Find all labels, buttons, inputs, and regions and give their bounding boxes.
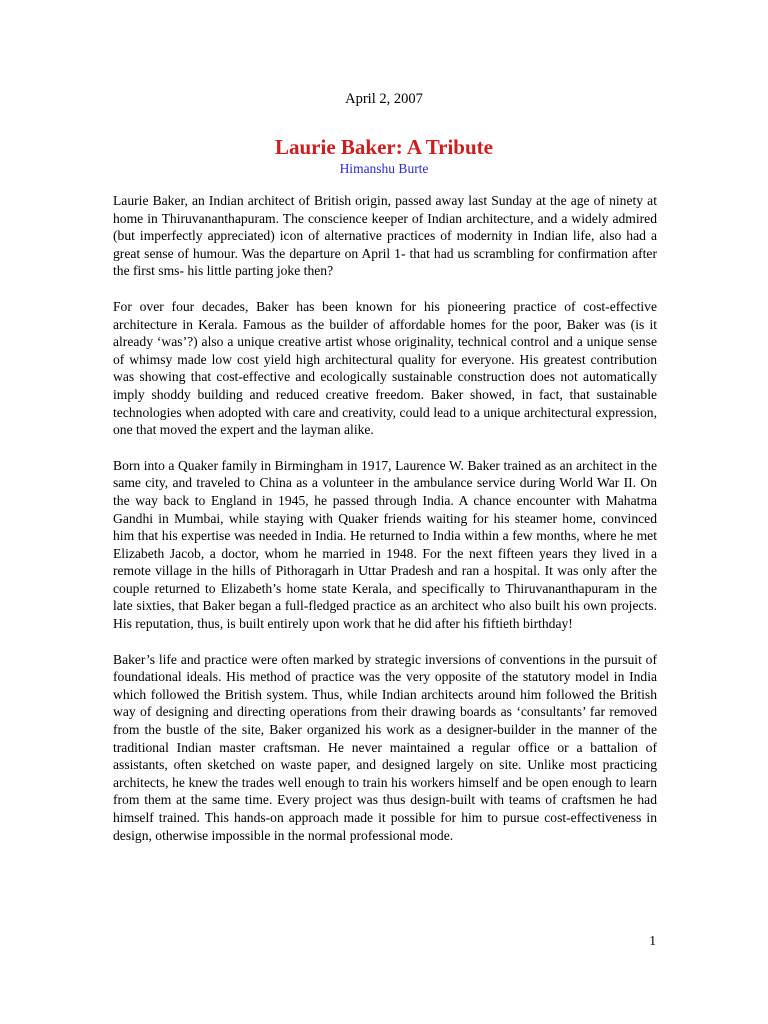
- document-title: Laurie Baker: A Tribute: [275, 135, 493, 159]
- document-body: [113, 192, 657, 862]
- page-number: 1: [649, 933, 656, 948]
- document-date: April 2, 2007: [345, 91, 423, 107]
- paragraph-intro: Laurie Baker, an Indian architect of British origin, passed away last Sunday at the age of ninety at home in Thiruvananthapuram. The conscience keeper of Indian architecture, and a widely admired (but imperfectly appreciated) icon of alternative practices of modernity in Indian life, also had a great sense of humour. Was the departure on April 1- that had us scrambling for confirmation after the first sms- his little parting joke then?: [113, 193, 657, 279]
- paragraph-practice: For over four decades, Baker has been known for his pioneering practice of cost-effective architecture in Kerala. Famous as the builder of affordable homes for the poor, Baker was (is it already ‘was’?) also a unique creative artist whose originality, technical control and a unique sense of whimsy made low cost yield high architectural quality for everyone. His greatest contribution was showing that cost-effective and ecologically sustainable construction does not automatically imply shoddy building and reduced creative freedom. Baker showed, in fact, that sustainable technologies when adopted with care and creativity, could lead to a unique architectural expression, one that moved the expert and the layman alike.: [113, 298, 657, 438]
- paragraph-biography: Born into a Quaker family in Birmingham in 1917, Laurence W. Baker trained as an architect in the same city, and traveled to China as a volunteer in the ambulance service during World War II. On the way back to England in 1945, he passed through India. A chance encounter with Mahatma Gandhi in Mumbai, while staying with Quaker friends waiting for his steamer home, convinced him that his expertise was needed in India. He returned to India within a few months, where he met Elizabeth Jacob, a doctor, whom he married in 1948. For the next fifteen years they lived in a remote village in the hills of Pithoragarh in Uttar Pradesh and ran a hospital. It was only after the couple returned to Elizabeth’s home state Kerala, and specifically to Thiruvananthapuram in the late sixties, that Baker began a full-fledged practice as an architect who also built his own projects. His reputation, thus, is built entirely upon work that he did after his fiftieth birthday!: [113, 457, 657, 632]
- paragraph-method: Baker’s life and practice were often marked by strategic inversions of conventions in the pursuit of foundational ideals. His method of practice was the very opposite of the statutory model in India which followed the British system. Thus, while Indian architects around him followed the British way of designing and directing operations from their drawing boards as ‘consultants’ far removed from the bustle of the site, Baker organized his work as a designer-builder in the manner of the traditional Indian master craftsman. He never maintained a regular office or a battalion of assistants, often sketched on waste paper, and designed largely on site. Unlike most practicing architects, he knew the trades well enough to train his workers himself and be open enough to learn from them at the same time. Every project was thus design-built with teams of craftsmen he had himself trained. This hands-on approach made it possible for him to pursue cost-effectiveness in design, otherwise impossible in the normal professional mode.: [113, 651, 657, 843]
- document-author: Himanshu Burte: [339, 161, 429, 176]
